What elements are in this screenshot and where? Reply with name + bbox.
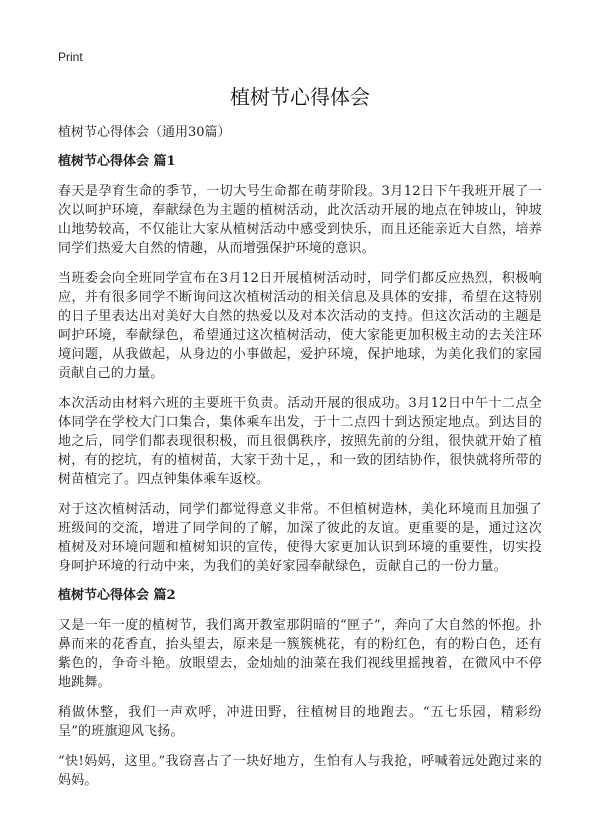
section-1	[58, 153, 542, 576]
document-title: 植树节心得体会	[230, 85, 370, 109]
paragraph: 稍做休整，我们一声欢呼，冲进田野，往植树目的地跑去。“五七乐园，精彩纷呈”的班旗迎风飞扬。	[58, 705, 542, 739]
paragraph: “快!妈妈，这里。”我窃喜占了一块好地方，生怕有人与我抢，呼喊着远处跑过来的妈妈。	[58, 754, 542, 788]
paragraph: 又是一年一度的植树节，我们离开教室那阴暗的“匣子”，奔向了大自然的怀抱。扑鼻而来的花香直，抬头望去，原来是一簇簇桃花，有的粉红色，有的粉白色，还有紫色的，争奇斗艳。放眼望去，金灿灿的油菜在我们视线里摇拽着，在微风中不停地跳舞。	[58, 618, 542, 690]
print-link[interactable]: Print	[58, 50, 83, 64]
paragraph: 本次活动由材料六班的主要班干负责。活动开展的很成功。3月12日中午十二点全体同学在学校大门口集合，集体乘车出发，于十二点四十到达预定地点。到达目的地之后，同学们都表现很积极，而且很偶秩序，按照先前的分组，很快就开始了植树，有的挖坑，有的植树苗，大家干劲十足，，和一致的团结协作，很快就将所带的树苗植完了。四点钟集体乘车返校。	[58, 396, 542, 487]
document-subtitle: 植树节心得体会（通用30篇）	[58, 125, 231, 140]
paragraph: 对于这次植树活动，同学们都觉得意义非常。不但植树造林，美化环境而且加强了班级间的交流，增进了同学间的了解，加深了彼此的友谊。更重要的是，通过这次植树及对环境问题和植树知识的宣传，使得大家更加认识到环境的重要性，切实投身呵护环境的行动中来，为我们的美好家园奉献绿色，贡献自己的一份力量。	[58, 502, 542, 574]
section-heading: 植树节心得体会 篇1	[58, 154, 176, 169]
paragraph: 春天是孕育生命的季节，一切大号生命都在萌芽阶段。3月12日下午我班开展了一次以呵护环境，奉献绿色为主题的植树活动，此次活动开展的地点在钟坡山，钟坡山地势较高，不仅能让大家从植树活动中感受到快乐，而且还能亲近大自然，培养同学们热爱大自然的情趣，从而增强保护环境的意识。	[58, 184, 542, 256]
section-heading: 植树节心得体会 篇2	[58, 588, 176, 603]
paragraph: 当班委会向全班同学宣布在3月12日开展植树活动时，同学们都反应热烈，积极响应，并有很多同学不断询问这次植树活动的相关信息及具体的安排，希望在这特别的日子里表达出对美好大自然的热爱以及对本次活动的支持。但这次活动的主题是呵护环境，奉献绿色，希望通过这次植树活动，使大家能更加积极主动的去关注环境问题，从我做起，从身边的小事做起，爱护环境，保护地球，为美化我们的家园贡献自己的力量。	[58, 271, 542, 381]
section-2	[58, 587, 542, 790]
